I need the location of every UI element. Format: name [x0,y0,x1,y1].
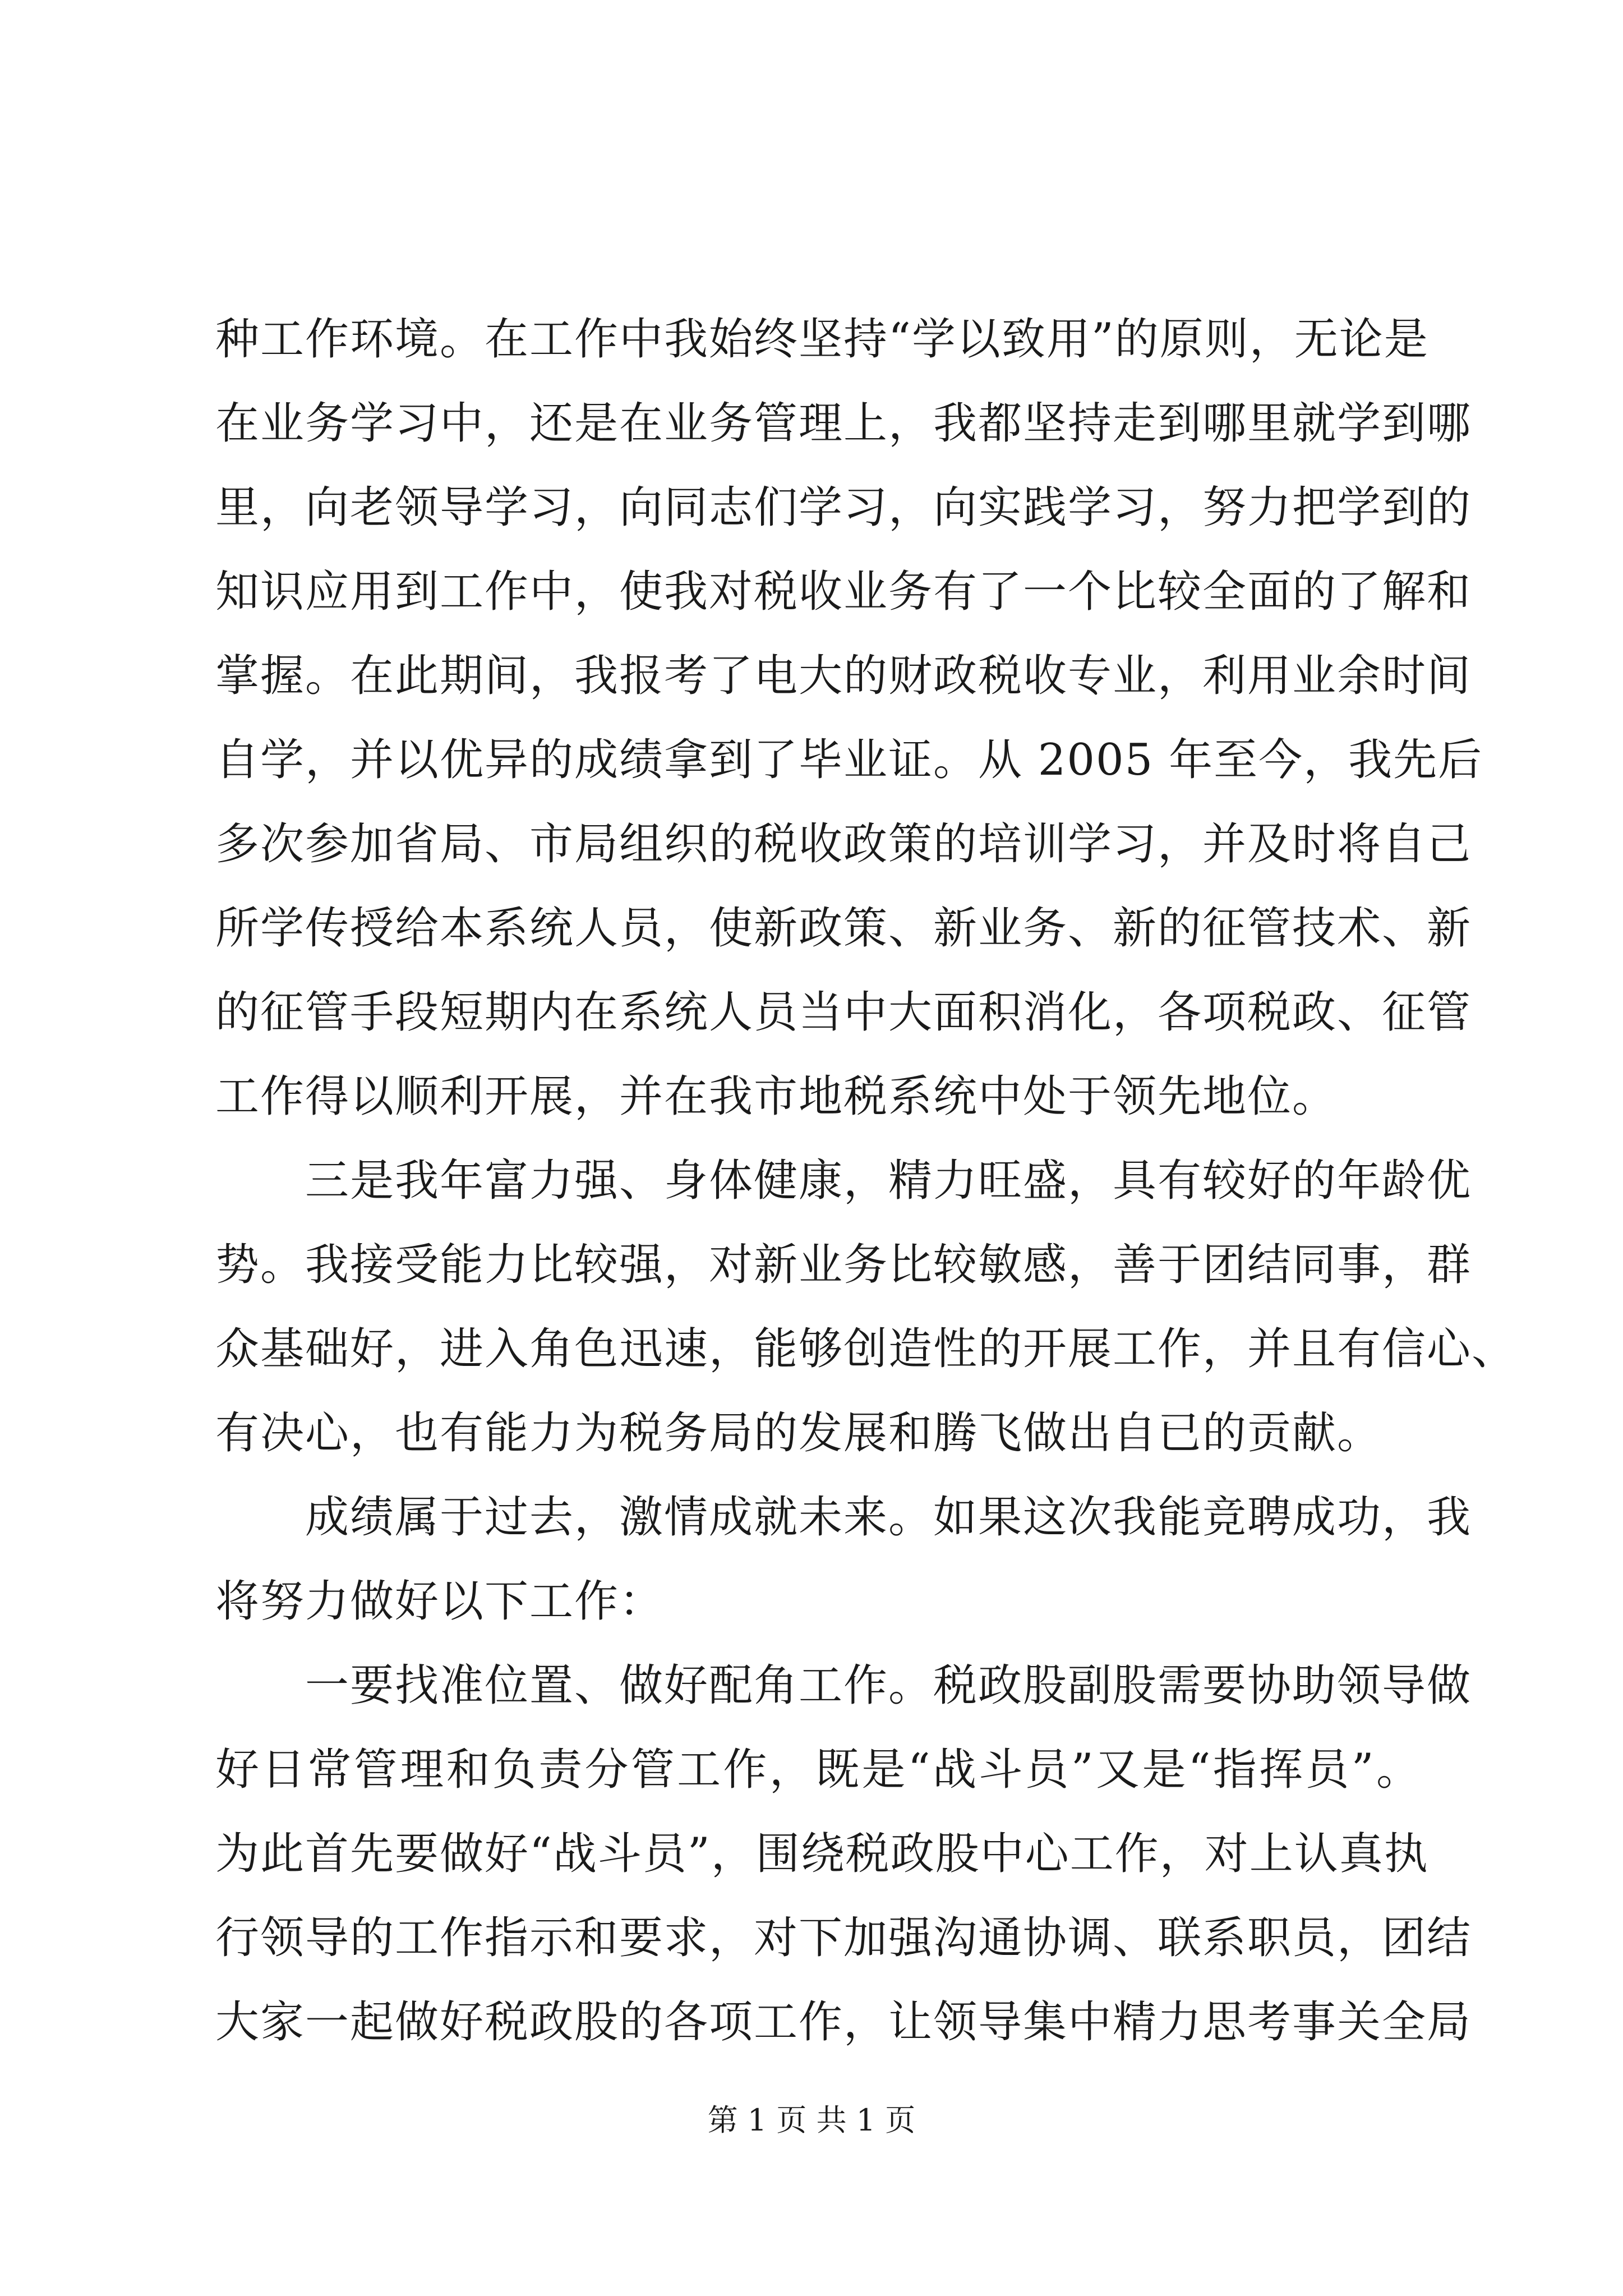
text-line: 里，向老领导学习，向同志们学习，向实践学习，努力把学到的 [215,482,1472,533]
text-line: 掌握。在此期间，我报考了电大的财政税收专业，利用业余时间 [215,651,1472,701]
text-line: 行领导的工作指示和要求，对下加强沟通协调、联系职员，团结 [215,1913,1472,1963]
text-line: 所学传授给本系统人员，使新政策、新业务、新的征管技术、新 [215,903,1472,954]
page-number-footer: 第 1 页 共 1 页 [707,2102,916,2138]
text-line: 大家一起做好税政股的各项工作，让领导集中精力思考事关全局 [215,1997,1472,2047]
text-line: 多次参加省局、市局组织的税收政策的培训学习，并及时将自己 [215,819,1472,869]
text-line: 一要找准位置、做好配角工作。税政股副股需要协助领导做 [215,1660,1472,1711]
document-body [215,297,1517,2064]
text-line: 在业务学习中，还是在业务管理上，我都坚持走到哪里就学到哪 [215,398,1472,449]
text-line: 将努力做好以下工作： [215,1576,665,1627]
text-line: 工作得以顺利开展，并在我市地税系统中处于领先地位。 [215,1071,1338,1122]
text-line: 三是我年富力强、身体健康，精力旺盛，具有较好的年龄优 [215,1156,1472,1206]
text-line: 种工作环境。在工作中我始终坚持“学以致用”的原则，无论是 [215,314,1429,365]
text-line: 势。我接受能力比较强，对新业务比较敏感，善于团结同事，群 [215,1240,1472,1290]
text-line: 知识应用到工作中，使我对税收业务有了一个比较全面的了解和 [215,567,1472,617]
text-line: 为此首先要做好“战斗员”，围绕税政股中心工作，对上认真执 [215,1829,1429,1879]
text-line: 好日常管理和负责分管工作，既是“战斗员”又是“指挥员”。 [215,1745,1421,1795]
text-line: 成绩属于过去，激情成就未来。如果这次我能竞聘成功，我 [215,1492,1472,1543]
text-line: 自学，并以优异的成绩拿到了毕业证。从 2005 年至今，我先后 [215,735,1483,785]
text-line: 的征管手段短期内在系统人员当中大面积消化，各项税政、征管 [215,987,1472,1038]
text-line: 众基础好，进入角色迅速，能够创造性的开展工作，并且有信心、 [215,1324,1517,1374]
text-line: 有决心，也有能力为税务局的发展和腾飞做出自已的贡献。 [215,1408,1382,1458]
